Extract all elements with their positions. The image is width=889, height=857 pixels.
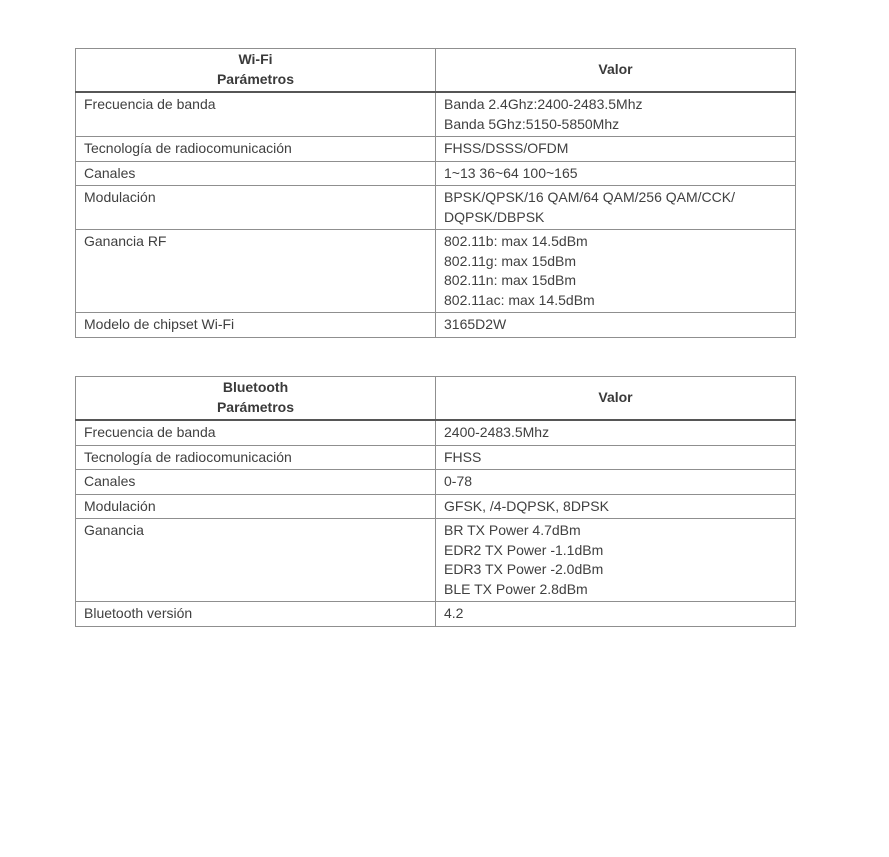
table-row — [76, 186, 796, 230]
wifi-table-body — [76, 92, 796, 337]
value-cell — [436, 92, 796, 137]
table-row — [76, 445, 796, 470]
param-cell: Modelo de chipset Wi-Fi — [76, 313, 436, 338]
value-line: 0-78 — [444, 473, 473, 489]
bluetooth-table-body — [76, 420, 796, 626]
wifi-param-header-cell — [76, 49, 436, 93]
table-row — [76, 494, 796, 519]
value-line: FHSS — [444, 448, 482, 465]
table-row — [76, 137, 796, 162]
table-row — [76, 519, 796, 602]
value-line: EDR2 TX Power -1.1dBm — [444, 541, 604, 558]
value-cell — [436, 602, 796, 627]
value-cell — [436, 137, 796, 162]
value-line: 802.11n: max 15dBm — [444, 272, 577, 288]
wifi-header-row — [76, 49, 796, 93]
value-cell — [436, 494, 796, 519]
value-cell — [436, 161, 796, 186]
value-line: 3165D2W — [444, 316, 507, 332]
param-cell: Ganancia RF — [76, 230, 436, 313]
table-row — [76, 420, 796, 445]
param-cell: Frecuencia de banda — [76, 92, 436, 137]
wifi-spec-table — [75, 48, 796, 338]
param-cell: Tecnología de radiocomunicación — [76, 137, 436, 162]
value-line: 802.11ac: max 14.5dBm — [444, 291, 595, 308]
param-cell: Modulación — [76, 186, 436, 230]
param-cell: Tecnología de radiocomunicación — [76, 445, 436, 470]
table-row — [76, 602, 796, 627]
value-line: BPSK/QPSK/16 QAM/64 QAM/256 QAM/CCK/ — [444, 189, 735, 205]
value-line: Banda 5Ghz:5150-5850Mhz — [444, 115, 620, 132]
value-line: FHSS/DSSS/OFDM — [444, 140, 569, 156]
value-line: GFSK, /4-DQPSK, 8DPSK — [444, 497, 609, 514]
wifi-table-title: Wi-Fi — [238, 51, 273, 67]
bluetooth-param-header-cell — [76, 377, 436, 421]
value-line: DQPSK/DBPSK — [444, 208, 545, 225]
value-line: BLE TX Power 2.8dBm — [444, 580, 588, 597]
value-cell — [436, 445, 796, 470]
wifi-value-header-cell: Valor — [436, 49, 796, 93]
value-line: 4.2 — [444, 605, 464, 621]
value-line: 802.11b: max 14.5dBm — [444, 233, 588, 249]
table-row — [76, 470, 796, 495]
table-row — [76, 161, 796, 186]
bluetooth-table-title: Bluetooth — [222, 379, 289, 395]
value-line: EDR3 TX Power -2.0dBm — [444, 561, 604, 577]
value-cell — [436, 186, 796, 230]
bluetooth-value-header-cell: Valor — [436, 377, 796, 421]
value-line: Banda 2.4Ghz:2400-2483.5Mhz — [444, 96, 643, 112]
param-cell: Bluetooth versión — [76, 602, 436, 627]
param-cell: Canales — [76, 470, 436, 495]
table-row — [76, 92, 796, 137]
value-line: 2400-2483.5Mhz — [444, 424, 550, 440]
table-row — [76, 230, 796, 313]
value-cell — [436, 230, 796, 313]
bluetooth-header-row — [76, 377, 796, 421]
value-cell — [436, 519, 796, 602]
wifi-param-header-label: Parámetros — [216, 70, 295, 87]
bluetooth-spec-table — [75, 376, 796, 627]
value-line: 802.11g: max 15dBm — [444, 252, 577, 269]
param-cell: Canales — [76, 161, 436, 186]
bluetooth-param-header-label: Parámetros — [216, 398, 295, 415]
param-cell: Frecuencia de banda — [76, 420, 436, 445]
value-cell — [436, 313, 796, 338]
value-line: BR TX Power 4.7dBm — [444, 522, 581, 538]
value-cell — [436, 420, 796, 445]
param-cell: Ganancia — [76, 519, 436, 602]
value-cell — [436, 470, 796, 495]
value-line: 1~13 36~64 100~165 — [444, 164, 578, 181]
param-cell: Modulación — [76, 494, 436, 519]
table-row — [76, 313, 796, 338]
